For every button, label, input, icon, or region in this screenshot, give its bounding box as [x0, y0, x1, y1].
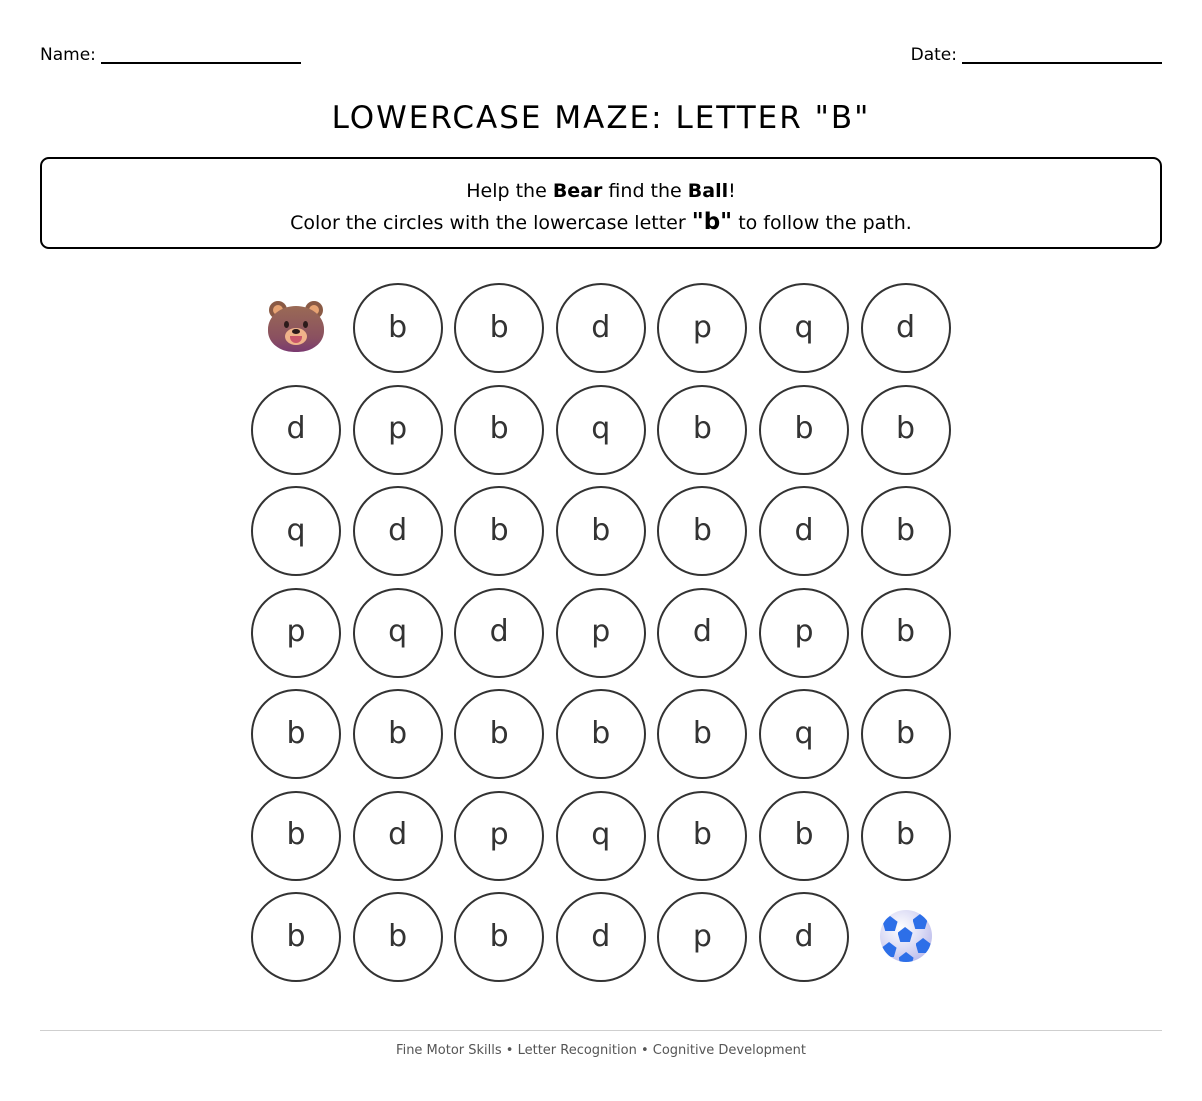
maze-circle[interactable]: b: [861, 486, 951, 576]
maze-circle[interactable]: p: [657, 892, 747, 982]
maze-circle[interactable]: b: [454, 689, 544, 779]
maze-circle[interactable]: p: [759, 588, 849, 678]
target-letter: "b": [691, 209, 733, 235]
maze-circle[interactable]: b: [353, 283, 443, 373]
page-title: LOWERCASE MAZE: LETTER "B": [331, 100, 871, 136]
maze-circle[interactable]: b: [657, 689, 747, 779]
maze-circle[interactable]: b: [861, 791, 951, 881]
instruction-text: find the: [602, 180, 688, 202]
maze-circle[interactable]: b: [454, 283, 544, 373]
date-label: Date:: [910, 45, 957, 65]
maze-circle[interactable]: b: [861, 588, 951, 678]
instruction-line-2: [42, 207, 1160, 239]
maze-circle[interactable]: b: [454, 486, 544, 576]
instruction-bear: Bear: [552, 180, 603, 202]
maze-circle[interactable]: d: [251, 385, 341, 475]
maze-circle[interactable]: b: [556, 689, 646, 779]
bear-icon: [267, 301, 325, 353]
maze-circle[interactable]: b: [657, 486, 747, 576]
date-blank-line[interactable]: [962, 48, 1162, 64]
maze-circle[interactable]: p: [353, 385, 443, 475]
maze-circle[interactable]: b: [861, 385, 951, 475]
maze-circle[interactable]: b: [657, 385, 747, 475]
name-blank-line[interactable]: [101, 48, 301, 64]
maze-circle[interactable]: b: [251, 892, 341, 982]
date-field[interactable]: [911, 44, 1162, 66]
maze-start-bear: [251, 283, 341, 373]
maze-circle[interactable]: b: [454, 385, 544, 475]
maze-circle[interactable]: d: [556, 892, 646, 982]
maze-circle[interactable]: b: [454, 892, 544, 982]
maze-circle[interactable]: b: [861, 689, 951, 779]
instruction-ball: Ball: [687, 180, 729, 202]
instruction-line-1: [42, 176, 1160, 207]
header-row: [40, 42, 1162, 66]
maze-circle[interactable]: b: [251, 689, 341, 779]
maze-circle[interactable]: q: [759, 689, 849, 779]
instructions-box: [40, 157, 1162, 249]
maze-circle[interactable]: p: [556, 588, 646, 678]
maze-circle[interactable]: d: [353, 791, 443, 881]
maze-circle[interactable]: d: [657, 588, 747, 678]
maze-circle[interactable]: p: [251, 588, 341, 678]
maze-circle[interactable]: p: [454, 791, 544, 881]
maze-circle[interactable]: q: [556, 385, 646, 475]
maze-circle[interactable]: b: [353, 892, 443, 982]
maze-circle[interactable]: d: [454, 588, 544, 678]
maze-circle[interactable]: q: [759, 283, 849, 373]
maze-circle[interactable]: b: [556, 486, 646, 576]
maze-circle[interactable]: q: [556, 791, 646, 881]
footer-skills: Fine Motor Skills • Letter Recognition • Cognitive Development: [396, 1043, 806, 1058]
maze-circle[interactable]: d: [861, 283, 951, 373]
maze-circle[interactable]: q: [251, 486, 341, 576]
instruction-text: to follow the path.: [732, 212, 912, 234]
maze-circle[interactable]: b: [353, 689, 443, 779]
instruction-text: !: [728, 180, 736, 202]
maze-circle[interactable]: b: [657, 791, 747, 881]
maze-circle[interactable]: q: [353, 588, 443, 678]
name-field[interactable]: [40, 44, 301, 66]
maze-circle[interactable]: d: [353, 486, 443, 576]
footer-divider: [40, 1030, 1162, 1031]
maze-circle[interactable]: d: [556, 283, 646, 373]
maze-end-ball: [861, 892, 951, 982]
instruction-text: Color the circles with the lowercase letter: [290, 212, 692, 234]
instruction-text: Help the: [466, 180, 553, 202]
maze-circle[interactable]: d: [759, 486, 849, 576]
maze-circle[interactable]: b: [251, 791, 341, 881]
maze-circle[interactable]: p: [657, 283, 747, 373]
letter-maze-grid: [251, 283, 951, 982]
maze-circle[interactable]: b: [759, 385, 849, 475]
soccer-ball-icon: [880, 910, 932, 962]
maze-circle[interactable]: b: [759, 791, 849, 881]
name-label: Name:: [40, 45, 96, 65]
maze-circle[interactable]: d: [759, 892, 849, 982]
